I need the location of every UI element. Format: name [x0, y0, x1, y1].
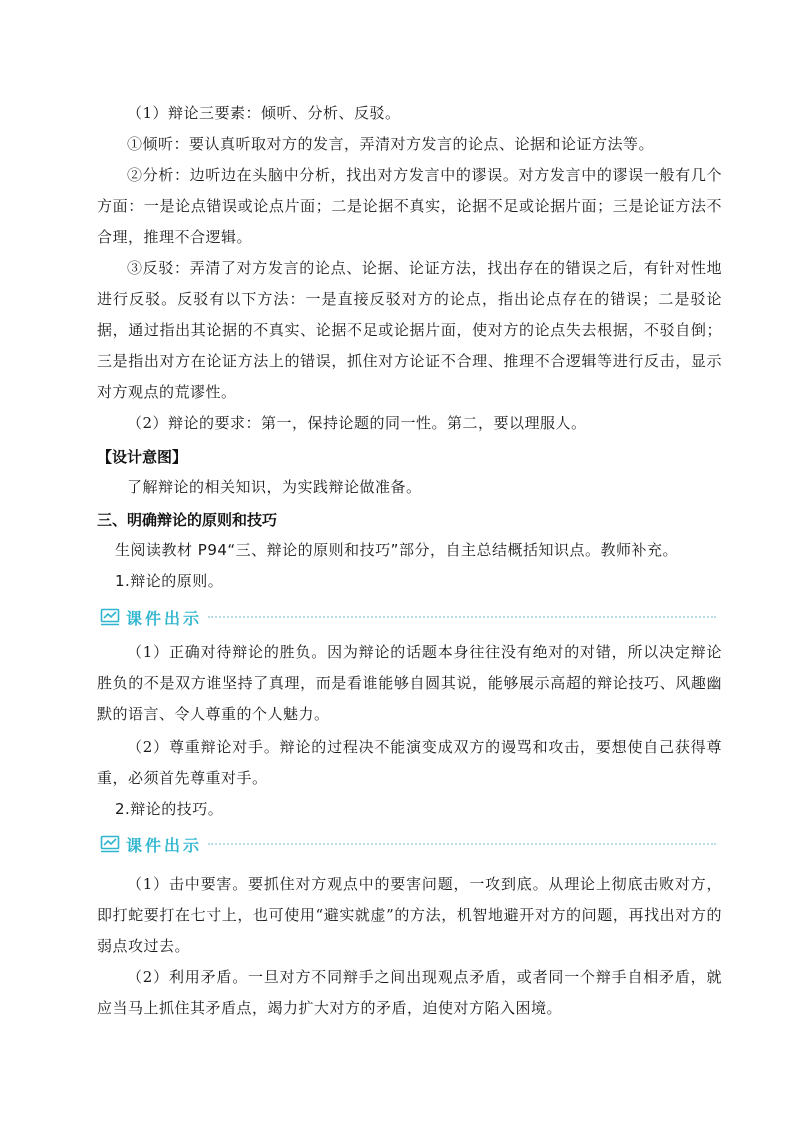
principle-2: （2）尊重辩论对手。辩论的过程决不能演变成双方的谩骂和攻击，要想使自己获得尊重，必须首先尊重对手。	[97, 738, 722, 787]
courseware-banner	[100, 831, 716, 857]
skill-1: （1）击中要害。要抓住对方观点中的要害问题，一攻到底。从理论上彻底击败对方，即打蛇要打在七寸上，也可使用“避实就虚”的方法，机智地避开对方的问题，再找出对方的弱点攻过去。	[97, 875, 722, 955]
banner-divider	[208, 843, 716, 845]
listening-paragraph: ①倾听：要认真听取对方的发言，弄清对方发言的论点、论据和论证方法等。	[127, 135, 655, 153]
rebuttal-paragraph: ③反驳：弄清了对方发言的论点、论据、论证方法，找出存在的错误之后，有针对性地进行反驳。反驳有以下方法：一是直接反驳对方的论点，指出论点存在的错误；二是驳论据，通过指出其论据的不真实、论据不足或论据片面，使对方的论点失去根据，不驳自倒；三是指出对方在论证方法上的错误，抓住对方论证不合理、推理不合逻辑等进行反击，显示对方观点的荒谬性。	[97, 259, 722, 401]
skill-2: （2）利用矛盾。一旦对方不同辩手之间出现观点矛盾，或者同一个辩手自相矛盾，就应当马上抓住其矛盾点，竭力扩大对方的矛盾，迫使对方陷入困境。	[97, 968, 722, 1017]
analysis-paragraph: ②分析：边听边在头脑中分析，找出对方发言中的谬误。对方发言中的谬误一般有几个方面：一是论点错误或论点片面；二是论据不真实，论据不足或论据片面；三是论证方法不合理，推理不合逻辑。	[97, 166, 722, 246]
chart-icon	[100, 608, 120, 626]
design-intent-heading: 【设计意图】	[97, 448, 188, 466]
section-intro: 生阅读教材 P94“三、辩论的原则和技巧”部分，自主总结概括知识点。教师补充。	[115, 541, 678, 559]
debate-requirements: （2）辩论的要求：第一，保持论题的同一性。第二，要以理服人。	[127, 414, 587, 432]
skills-subheading: 2.辩论的技巧。	[115, 800, 224, 818]
section-heading: 三、明确辩论的原则和技巧	[97, 511, 278, 529]
principles-subheading: 1.辩论的原则。	[115, 572, 224, 590]
banner-title: 课件出示	[126, 835, 203, 855]
banner-divider	[208, 616, 716, 618]
banner-title: 课件出示	[126, 608, 203, 628]
chart-icon	[100, 835, 120, 853]
elements-of-debate: （1）辩论三要素：倾听、分析、反驳。	[127, 104, 401, 122]
courseware-banner	[100, 604, 716, 630]
principle-1: （1）正确对待辩论的胜负。因为辩论的话题本身往往没有绝对的对错，所以决定辩论胜负的不是双方谁坚持了真理，而是看谁能够自圆其说，能够展示高超的辩论技巧、风趣幽默的语言、令人尊重的个人魅力。	[97, 643, 722, 723]
design-intent-text: 了解辩论的相关知识，为实践辩论做准备。	[127, 478, 422, 496]
